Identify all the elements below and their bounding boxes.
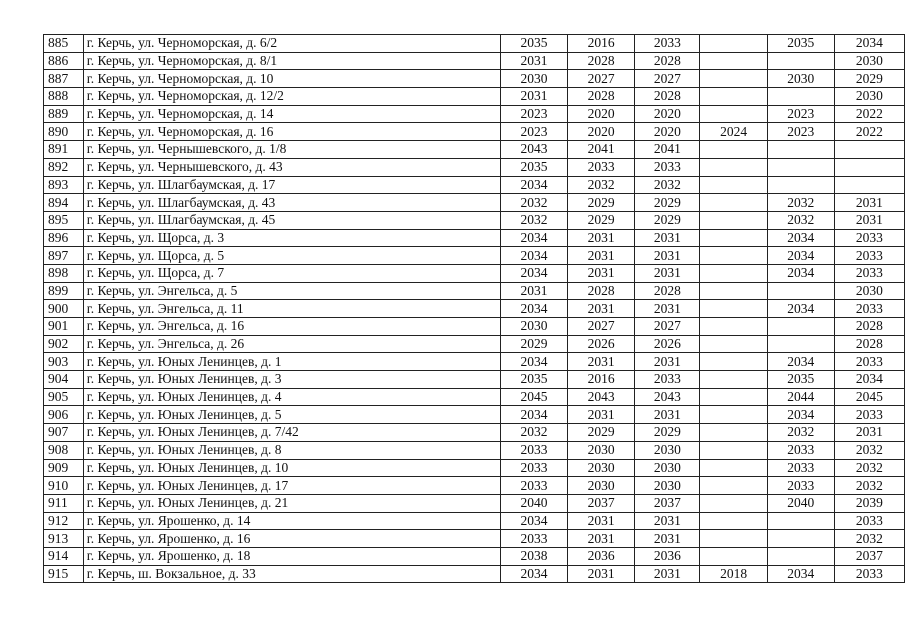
year-cell-2: 2029 (568, 211, 635, 229)
year-cell-6: 2037 (834, 547, 904, 565)
year-cell-5 (767, 52, 834, 70)
year-cell-6: 2039 (834, 494, 904, 512)
address-cell: г. Керчь, ул. Шлагбаумская, д. 45 (83, 211, 500, 229)
year-cell-2: 2031 (568, 406, 635, 424)
year-cell-4 (700, 441, 767, 459)
year-cell-4 (700, 229, 767, 247)
year-cell-6: 2033 (834, 229, 904, 247)
year-cell-1: 2032 (500, 211, 567, 229)
year-cell-5: 2034 (767, 264, 834, 282)
row-number: 906 (44, 406, 84, 424)
year-cell-4 (700, 318, 767, 336)
year-cell-4 (700, 547, 767, 565)
year-cell-1: 2035 (500, 158, 567, 176)
year-cell-4 (700, 105, 767, 123)
row-number: 892 (44, 158, 84, 176)
table-row (44, 211, 905, 229)
table-row (44, 194, 905, 212)
year-cell-4: 2018 (700, 565, 767, 583)
year-cell-1: 2031 (500, 88, 567, 106)
year-cell-2: 2043 (568, 388, 635, 406)
year-cell-4 (700, 158, 767, 176)
year-cell-3: 2033 (635, 35, 700, 53)
year-cell-3: 2027 (635, 318, 700, 336)
year-cell-4 (700, 211, 767, 229)
year-cell-2: 2030 (568, 441, 635, 459)
year-cell-3: 2031 (635, 530, 700, 548)
table-row (44, 264, 905, 282)
row-number: 909 (44, 459, 84, 477)
year-cell-4 (700, 52, 767, 70)
year-cell-4 (700, 406, 767, 424)
address-cell: г. Керчь, ул. Юных Ленинцев, д. 8 (83, 441, 500, 459)
row-number: 910 (44, 477, 84, 495)
table-row (44, 371, 905, 389)
year-cell-6: 2031 (834, 211, 904, 229)
year-cell-2: 2020 (568, 105, 635, 123)
year-cell-1: 2031 (500, 282, 567, 300)
year-cell-2: 2032 (568, 176, 635, 194)
housing-table (43, 34, 905, 583)
table-row (44, 35, 905, 53)
year-cell-2: 2030 (568, 477, 635, 495)
year-cell-4 (700, 88, 767, 106)
year-cell-4 (700, 477, 767, 495)
row-number: 905 (44, 388, 84, 406)
year-cell-2: 2029 (568, 194, 635, 212)
year-cell-2: 2031 (568, 300, 635, 318)
year-cell-3: 2031 (635, 247, 700, 265)
address-cell: г. Керчь, ул. Щорса, д. 3 (83, 229, 500, 247)
year-cell-5 (767, 547, 834, 565)
year-cell-2: 2016 (568, 35, 635, 53)
address-cell: г. Керчь, ул. Юных Ленинцев, д. 5 (83, 406, 500, 424)
address-cell: г. Керчь, ул. Энгельса, д. 5 (83, 282, 500, 300)
table-row (44, 88, 905, 106)
year-cell-6: 2028 (834, 335, 904, 353)
address-cell: г. Керчь, ул. Энгельса, д. 26 (83, 335, 500, 353)
year-cell-6 (834, 141, 904, 159)
year-cell-6: 2030 (834, 52, 904, 70)
year-cell-5: 2032 (767, 211, 834, 229)
year-cell-4 (700, 388, 767, 406)
year-cell-1: 2034 (500, 353, 567, 371)
year-cell-6: 2033 (834, 353, 904, 371)
year-cell-2: 2031 (568, 353, 635, 371)
year-cell-4 (700, 282, 767, 300)
row-number: 897 (44, 247, 84, 265)
year-cell-6: 2033 (834, 247, 904, 265)
year-cell-1: 2035 (500, 371, 567, 389)
year-cell-5: 2034 (767, 229, 834, 247)
address-cell: г. Керчь, ул. Черноморская, д. 6/2 (83, 35, 500, 53)
year-cell-6: 2031 (834, 194, 904, 212)
table-row (44, 105, 905, 123)
table-row (44, 300, 905, 318)
year-cell-4 (700, 141, 767, 159)
year-cell-3: 2029 (635, 424, 700, 442)
address-cell: г. Керчь, ул. Чернышевского, д. 1/8 (83, 141, 500, 159)
year-cell-2: 2036 (568, 547, 635, 565)
year-cell-1: 2030 (500, 318, 567, 336)
year-cell-3: 2030 (635, 441, 700, 459)
year-cell-4 (700, 264, 767, 282)
address-cell: г. Керчь, ул. Черноморская, д. 16 (83, 123, 500, 141)
table-row (44, 353, 905, 371)
year-cell-3: 2030 (635, 477, 700, 495)
address-cell: г. Керчь, ш. Вокзальное, д. 33 (83, 565, 500, 583)
year-cell-2: 2037 (568, 494, 635, 512)
year-cell-1: 2033 (500, 477, 567, 495)
address-cell: г. Керчь, ул. Юных Ленинцев, д. 21 (83, 494, 500, 512)
year-cell-2: 2031 (568, 264, 635, 282)
year-cell-3: 2027 (635, 70, 700, 88)
year-cell-4 (700, 300, 767, 318)
year-cell-4 (700, 459, 767, 477)
table-row (44, 477, 905, 495)
year-cell-1: 2023 (500, 105, 567, 123)
table-row (44, 282, 905, 300)
year-cell-1: 2034 (500, 406, 567, 424)
year-cell-2: 2028 (568, 282, 635, 300)
row-number: 900 (44, 300, 84, 318)
year-cell-5: 2034 (767, 565, 834, 583)
row-number: 885 (44, 35, 84, 53)
year-cell-3: 2036 (635, 547, 700, 565)
year-cell-6 (834, 158, 904, 176)
year-cell-2: 2030 (568, 459, 635, 477)
row-number: 903 (44, 353, 84, 371)
table-row (44, 247, 905, 265)
year-cell-4 (700, 494, 767, 512)
address-cell: г. Керчь, ул. Черноморская, д. 8/1 (83, 52, 500, 70)
address-cell: г. Керчь, ул. Черноморская, д. 10 (83, 70, 500, 88)
year-cell-1: 2034 (500, 565, 567, 583)
year-cell-5 (767, 530, 834, 548)
year-cell-4 (700, 35, 767, 53)
table-row (44, 565, 905, 583)
year-cell-6: 2032 (834, 441, 904, 459)
year-cell-6: 2033 (834, 565, 904, 583)
year-cell-2: 2028 (568, 52, 635, 70)
year-cell-6: 2030 (834, 282, 904, 300)
year-cell-2: 2027 (568, 318, 635, 336)
year-cell-5: 2030 (767, 70, 834, 88)
year-cell-4 (700, 530, 767, 548)
row-number: 904 (44, 371, 84, 389)
year-cell-2: 2026 (568, 335, 635, 353)
year-cell-2: 2031 (568, 565, 635, 583)
address-cell: г. Керчь, ул. Юных Ленинцев, д. 17 (83, 477, 500, 495)
year-cell-5: 2032 (767, 194, 834, 212)
table-row (44, 547, 905, 565)
table-row (44, 459, 905, 477)
table-row (44, 229, 905, 247)
row-number: 898 (44, 264, 84, 282)
year-cell-4 (700, 353, 767, 371)
year-cell-1: 2035 (500, 35, 567, 53)
year-cell-1: 2033 (500, 441, 567, 459)
year-cell-3: 2031 (635, 300, 700, 318)
year-cell-3: 2020 (635, 105, 700, 123)
row-number: 890 (44, 123, 84, 141)
year-cell-3: 2029 (635, 194, 700, 212)
year-cell-2: 2031 (568, 247, 635, 265)
year-cell-4: 2024 (700, 123, 767, 141)
year-cell-1: 2045 (500, 388, 567, 406)
year-cell-6: 2045 (834, 388, 904, 406)
year-cell-5: 2033 (767, 477, 834, 495)
year-cell-1: 2034 (500, 512, 567, 530)
row-number: 899 (44, 282, 84, 300)
year-cell-3: 2033 (635, 158, 700, 176)
year-cell-3: 2031 (635, 512, 700, 530)
year-cell-6: 2032 (834, 477, 904, 495)
table-row (44, 176, 905, 194)
year-cell-3: 2037 (635, 494, 700, 512)
year-cell-1: 2031 (500, 52, 567, 70)
year-cell-1: 2033 (500, 459, 567, 477)
year-cell-3: 2028 (635, 282, 700, 300)
year-cell-2: 2028 (568, 88, 635, 106)
table-row (44, 318, 905, 336)
address-cell: г. Керчь, ул. Ярошенко, д. 18 (83, 547, 500, 565)
year-cell-5: 2023 (767, 123, 834, 141)
year-cell-1: 2032 (500, 194, 567, 212)
row-number: 895 (44, 211, 84, 229)
year-cell-4 (700, 335, 767, 353)
address-cell: г. Керчь, ул. Юных Ленинцев, д. 10 (83, 459, 500, 477)
row-number: 908 (44, 441, 84, 459)
year-cell-5 (767, 158, 834, 176)
address-cell: г. Керчь, ул. Шлагбаумская, д. 43 (83, 194, 500, 212)
row-number: 915 (44, 565, 84, 583)
address-cell: г. Керчь, ул. Энгельса, д. 11 (83, 300, 500, 318)
address-cell: г. Керчь, ул. Ярошенко, д. 14 (83, 512, 500, 530)
year-cell-6: 2022 (834, 123, 904, 141)
year-cell-4 (700, 176, 767, 194)
year-cell-4 (700, 424, 767, 442)
year-cell-3: 2026 (635, 335, 700, 353)
table-row (44, 424, 905, 442)
year-cell-1: 2034 (500, 176, 567, 194)
year-cell-5: 2035 (767, 35, 834, 53)
year-cell-6: 2032 (834, 459, 904, 477)
year-cell-5 (767, 512, 834, 530)
year-cell-1: 2034 (500, 264, 567, 282)
row-number: 901 (44, 318, 84, 336)
year-cell-1: 2043 (500, 141, 567, 159)
table-row (44, 70, 905, 88)
year-cell-4 (700, 371, 767, 389)
year-cell-5: 2044 (767, 388, 834, 406)
year-cell-5 (767, 318, 834, 336)
year-cell-2: 2033 (568, 158, 635, 176)
year-cell-3: 2031 (635, 264, 700, 282)
year-cell-4 (700, 70, 767, 88)
year-cell-6: 2034 (834, 371, 904, 389)
year-cell-5 (767, 88, 834, 106)
year-cell-5: 2040 (767, 494, 834, 512)
year-cell-5: 2034 (767, 353, 834, 371)
address-cell: г. Керчь, ул. Черноморская, д. 14 (83, 105, 500, 123)
year-cell-6: 2022 (834, 105, 904, 123)
year-cell-3: 2028 (635, 52, 700, 70)
row-number: 912 (44, 512, 84, 530)
year-cell-5: 2033 (767, 441, 834, 459)
year-cell-6: 2029 (834, 70, 904, 88)
year-cell-2: 2031 (568, 229, 635, 247)
table-row (44, 494, 905, 512)
year-cell-1: 2034 (500, 247, 567, 265)
year-cell-3: 2031 (635, 353, 700, 371)
row-number: 886 (44, 52, 84, 70)
table-row (44, 52, 905, 70)
year-cell-3: 2031 (635, 565, 700, 583)
address-cell: г. Керчь, ул. Чернышевского, д. 43 (83, 158, 500, 176)
row-number: 914 (44, 547, 84, 565)
address-cell: г. Керчь, ул. Юных Ленинцев, д. 4 (83, 388, 500, 406)
year-cell-3: 2032 (635, 176, 700, 194)
year-cell-2: 2027 (568, 70, 635, 88)
year-cell-1: 2038 (500, 547, 567, 565)
row-number: 891 (44, 141, 84, 159)
row-number: 902 (44, 335, 84, 353)
year-cell-6 (834, 176, 904, 194)
year-cell-5: 2033 (767, 459, 834, 477)
year-cell-3: 2030 (635, 459, 700, 477)
address-cell: г. Керчь, ул. Ярошенко, д. 16 (83, 530, 500, 548)
year-cell-3: 2031 (635, 406, 700, 424)
address-cell: г. Керчь, ул. Шлагбаумская, д. 17 (83, 176, 500, 194)
row-number: 894 (44, 194, 84, 212)
year-cell-5: 2034 (767, 406, 834, 424)
row-number: 907 (44, 424, 84, 442)
year-cell-1: 2029 (500, 335, 567, 353)
year-cell-6: 2033 (834, 512, 904, 530)
table-row (44, 158, 905, 176)
year-cell-4 (700, 247, 767, 265)
row-number: 911 (44, 494, 84, 512)
year-cell-6: 2033 (834, 406, 904, 424)
row-number: 893 (44, 176, 84, 194)
year-cell-3: 2041 (635, 141, 700, 159)
table-row (44, 512, 905, 530)
year-cell-1: 2030 (500, 70, 567, 88)
year-cell-5 (767, 176, 834, 194)
address-cell: г. Керчь, ул. Юных Ленинцев, д. 1 (83, 353, 500, 371)
year-cell-1: 2032 (500, 424, 567, 442)
row-number: 896 (44, 229, 84, 247)
year-cell-2: 2016 (568, 371, 635, 389)
year-cell-6: 2033 (834, 264, 904, 282)
year-cell-6: 2033 (834, 300, 904, 318)
table-row (44, 406, 905, 424)
row-number: 913 (44, 530, 84, 548)
year-cell-3: 2020 (635, 123, 700, 141)
table-row (44, 530, 905, 548)
year-cell-3: 2029 (635, 211, 700, 229)
year-cell-5: 2023 (767, 105, 834, 123)
year-cell-5 (767, 141, 834, 159)
row-number: 888 (44, 88, 84, 106)
year-cell-1: 2034 (500, 300, 567, 318)
year-cell-1: 2033 (500, 530, 567, 548)
year-cell-4 (700, 194, 767, 212)
year-cell-2: 2020 (568, 123, 635, 141)
year-cell-2: 2031 (568, 530, 635, 548)
year-cell-5: 2032 (767, 424, 834, 442)
year-cell-6: 2028 (834, 318, 904, 336)
year-cell-1: 2023 (500, 123, 567, 141)
year-cell-6: 2031 (834, 424, 904, 442)
year-cell-2: 2031 (568, 512, 635, 530)
row-number: 889 (44, 105, 84, 123)
table-row (44, 123, 905, 141)
year-cell-3: 2043 (635, 388, 700, 406)
year-cell-2: 2041 (568, 141, 635, 159)
year-cell-6: 2032 (834, 530, 904, 548)
year-cell-2: 2029 (568, 424, 635, 442)
year-cell-5: 2035 (767, 371, 834, 389)
year-cell-5 (767, 335, 834, 353)
address-cell: г. Керчь, ул. Щорса, д. 7 (83, 264, 500, 282)
year-cell-3: 2028 (635, 88, 700, 106)
table-row (44, 335, 905, 353)
year-cell-5: 2034 (767, 300, 834, 318)
year-cell-1: 2040 (500, 494, 567, 512)
year-cell-6: 2034 (834, 35, 904, 53)
address-cell: г. Керчь, ул. Энгельса, д. 16 (83, 318, 500, 336)
address-cell: г. Керчь, ул. Щорса, д. 5 (83, 247, 500, 265)
year-cell-5: 2034 (767, 247, 834, 265)
table-row (44, 141, 905, 159)
address-cell: г. Керчь, ул. Юных Ленинцев, д. 3 (83, 371, 500, 389)
table-row (44, 388, 905, 406)
row-number: 887 (44, 70, 84, 88)
address-cell: г. Керчь, ул. Черноморская, д. 12/2 (83, 88, 500, 106)
year-cell-3: 2033 (635, 371, 700, 389)
table-body (44, 35, 905, 583)
year-cell-6: 2030 (834, 88, 904, 106)
year-cell-3: 2031 (635, 229, 700, 247)
year-cell-5 (767, 282, 834, 300)
address-cell: г. Керчь, ул. Юных Ленинцев, д. 7/42 (83, 424, 500, 442)
year-cell-4 (700, 512, 767, 530)
table-row (44, 441, 905, 459)
year-cell-1: 2034 (500, 229, 567, 247)
